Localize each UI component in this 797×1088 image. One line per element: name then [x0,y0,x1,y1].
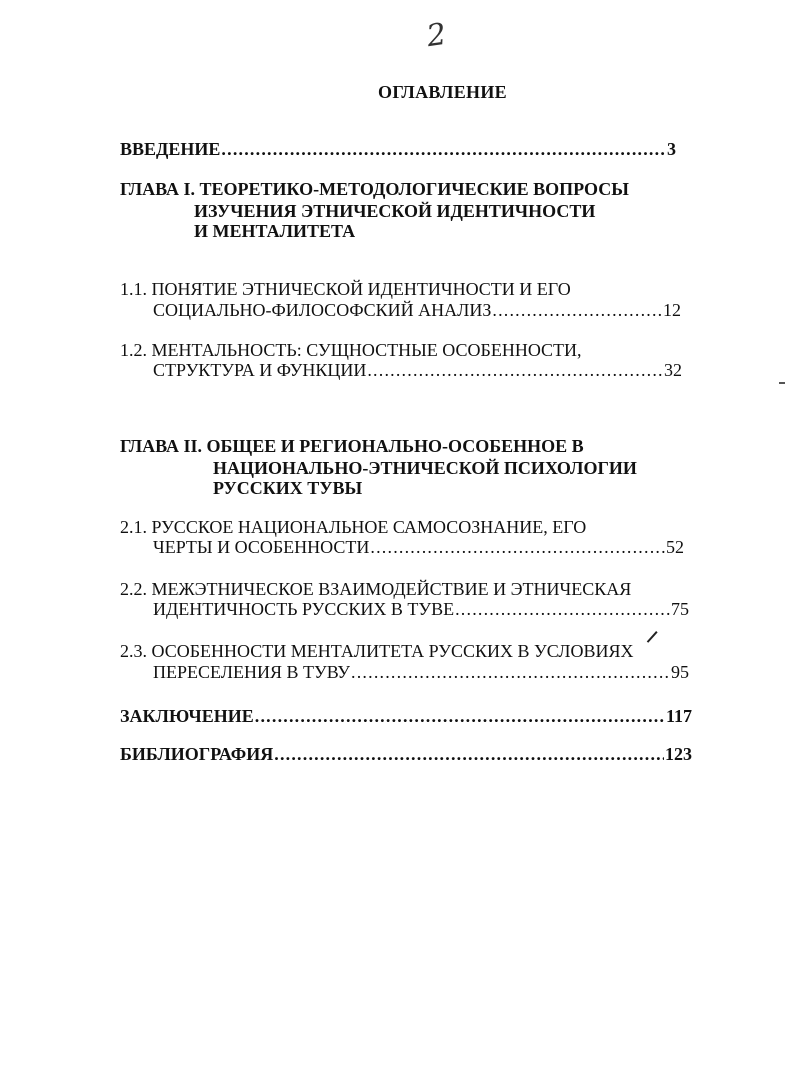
dot-leader [370,536,665,558]
toc-section-2-2[interactable] [153,598,689,620]
toc-section-1-1-line-1[interactable]: 1.1. ПОНЯТИЕ ЭТНИЧЕСКОЙ ИДЕНТИЧНОСТИ И ЕГО [120,279,571,299]
toc-page-number: 32 [664,360,682,380]
margin-mark [779,382,785,384]
toc-page-number: 117 [665,706,692,726]
toc-entry-conclusion[interactable] [120,705,692,727]
toc-entry-label: СТРУКТУРА И ФУНКЦИИ [153,360,367,380]
toc-section-2-3-line-1[interactable]: 2.3. ОСОБЕННОСТИ МЕНТАЛИТЕТА РУССКИХ В УСЛОВИЯХ [120,641,634,661]
toc-page-number: 52 [666,537,684,557]
dot-leader [274,743,664,765]
toc-page-number: 3 [667,139,676,159]
toc-entry-label: ВВЕДЕНИЕ [120,139,221,159]
toc-entry-label: ЧЕРТЫ И ОСОБЕННОСТИ [153,537,370,557]
dot-leader [255,705,665,727]
toc-page-number: 12 [663,300,681,320]
toc-section-2-3[interactable] [153,661,689,683]
dot-leader [221,138,666,160]
toc-page-number: 123 [665,744,692,764]
toc-entry-introduction[interactable] [120,138,676,160]
toc-entry-bibliography[interactable] [120,743,692,765]
handwritten-page-number: 2 [424,16,449,55]
chapter-1-heading-line-3: И МЕНТАЛИТЕТА [194,221,356,241]
toc-entry-label: БИБЛИОГРАФИЯ [120,744,274,764]
dot-leader [492,299,662,321]
dot-leader [351,661,670,683]
dot-leader [367,359,663,381]
toc-page-number: 95 [671,662,689,682]
toc-section-2-1-line-1[interactable]: 2.1. РУССКОЕ НАЦИОНАЛЬНОЕ САМОСОЗНАНИЕ, ЕГО [120,517,587,537]
toc-section-1-1[interactable] [153,299,681,321]
dot-leader [455,598,670,620]
toc-entry-label: ПЕРЕСЕЛЕНИЯ В ТУВУ [153,662,351,682]
toc-section-2-2-line-1[interactable]: 2.2. МЕЖЭТНИЧЕСКОЕ ВЗАИМОДЕЙСТВИЕ И ЭТНИЧЕСКАЯ [120,579,632,599]
chapter-2-heading-line-1[interactable]: ГЛАВА II. ОБЩЕЕ И РЕГИОНАЛЬНО-ОСОБЕННОЕ В [120,436,584,456]
page-title: ОГЛАВЛЕНИЕ [378,82,507,102]
chapter-1-heading-line-1[interactable]: ГЛАВА I. ТЕОРЕТИКО-МЕТОДОЛОГИЧЕСКИЕ ВОПРОСЫ [120,179,629,199]
chapter-2-heading-line-2: НАЦИОНАЛЬНО-ЭТНИЧЕСКОЙ ПСИХОЛОГИИ [213,458,637,478]
toc-page-number: 75 [671,599,689,619]
toc-section-1-2-line-1[interactable]: 1.2. МЕНТАЛЬНОСТЬ: СУЩНОСТНЫЕ ОСОБЕННОСТИ, [120,340,582,360]
toc-entry-label: ИДЕНТИЧНОСТЬ РУССКИХ В ТУВЕ [153,599,455,619]
chapter-2-heading-line-3: РУССКИХ ТУВЫ [213,478,363,498]
toc-entry-label: СОЦИАЛЬНО-ФИЛОСОФСКИЙ АНАЛИЗ [153,300,492,320]
toc-entry-label: ЗАКЛЮЧЕНИЕ [120,706,254,726]
chapter-1-heading-line-2: ИЗУЧЕНИЯ ЭТНИЧЕСКОЙ ИДЕНТИЧНОСТИ [194,201,596,221]
pen-check-mark [647,631,657,642]
toc-section-1-2[interactable] [153,359,682,381]
toc-section-2-1[interactable] [153,536,684,558]
